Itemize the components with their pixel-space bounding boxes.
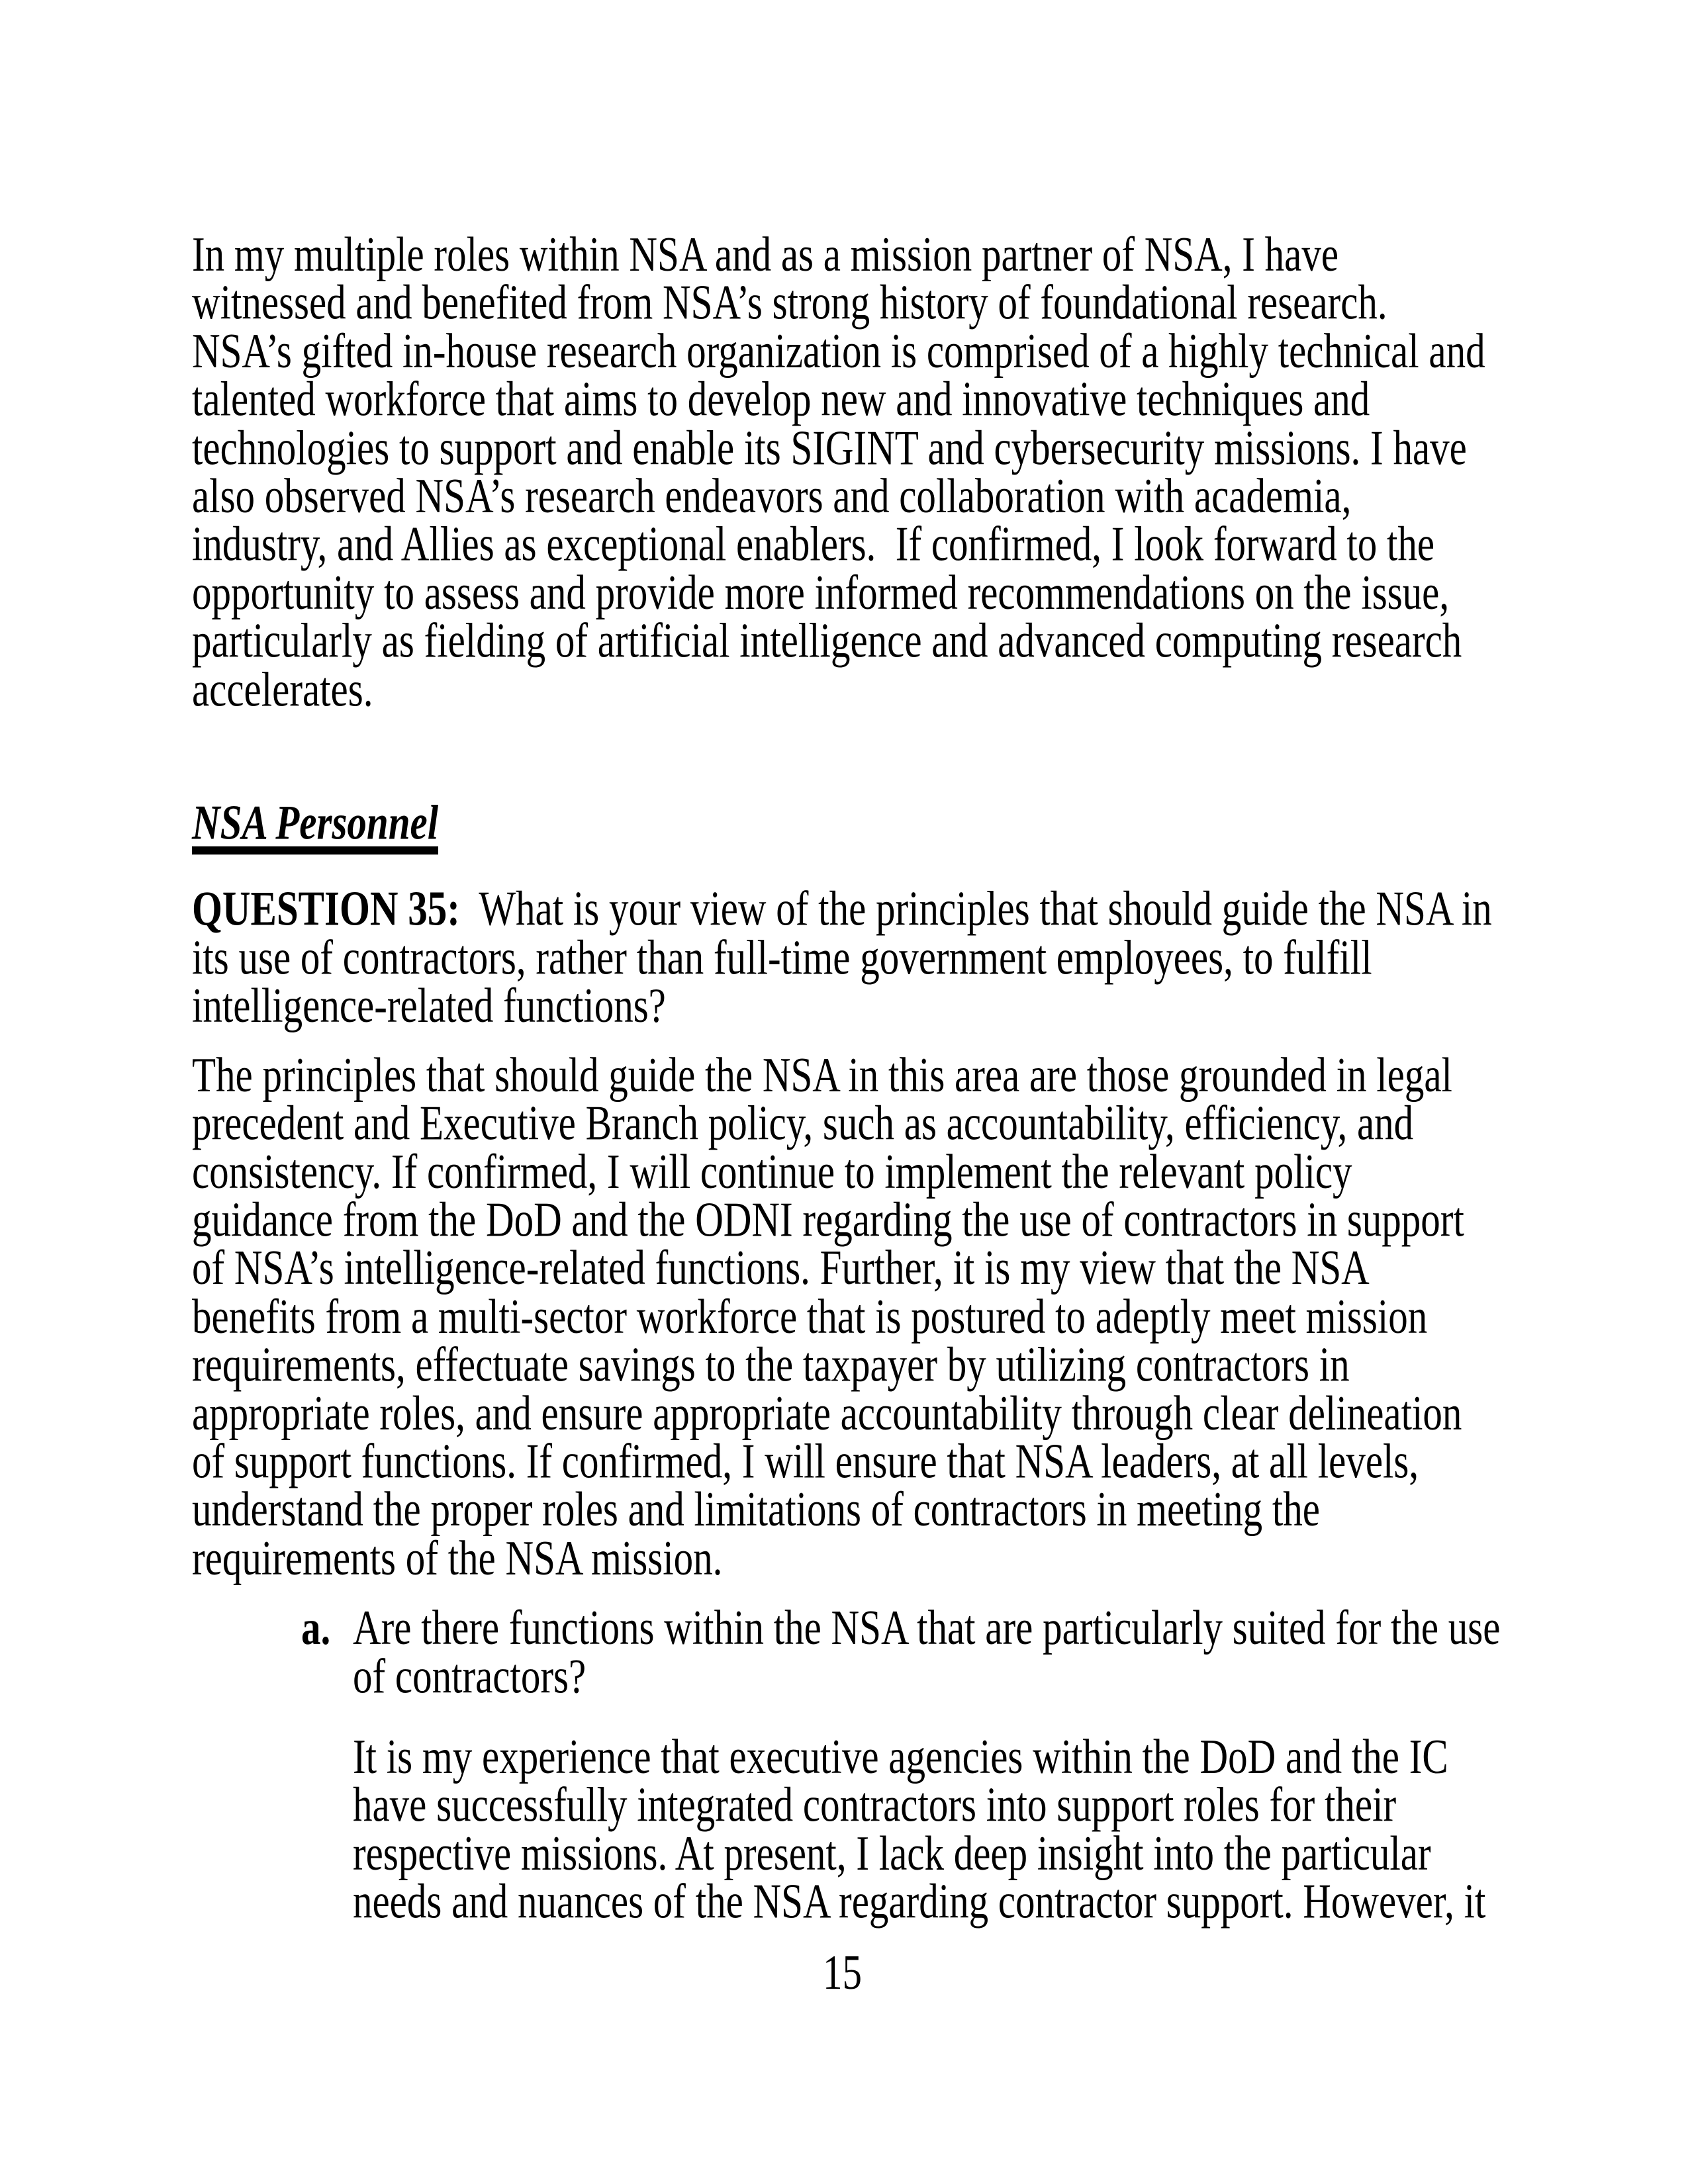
answer-line: The principles that should guide the NSA in this area are those grounded in legal: [192, 1047, 1452, 1102]
answer-line: benefits from a multi-sector workforce that is postured to adeptly meet mission: [192, 1289, 1428, 1343]
question-line: intelligence-related functions?: [192, 978, 666, 1033]
paragraph-line: technologies to support and enable its SIGINT and cybersecurity missions. I have: [192, 420, 1467, 475]
answer-line: of support functions. If confirmed, I will ensure that NSA leaders, at all levels,: [192, 1433, 1419, 1488]
paragraph-line: industry, and Allies as exceptional enablers. If confirmed, I look forward to the: [192, 516, 1435, 572]
sub-question-a: [301, 1600, 1501, 1704]
answer-paragraph: [192, 1047, 1493, 1585]
sub-question-line: Are there functions within the NSA that are particularly suited for the use: [353, 1600, 1501, 1655]
opening-paragraph: [192, 226, 1493, 717]
sub-question-a-marker: a.: [301, 1600, 331, 1655]
paragraph-line: particularly as fielding of artificial intelligence and advanced computing research: [192, 613, 1462, 668]
paragraph-line: opportunity to assess and provide more informed recommendations on the issue,: [192, 565, 1450, 620]
sub-answer-paragraph: [353, 1729, 1493, 1929]
paragraph-line: also observed NSA’s research endeavors and collaboration with academia,: [192, 468, 1352, 523]
answer-line: requirements, effectuate savings to the taxpayer by utilizing contractors in: [192, 1337, 1350, 1392]
sub-question-line: of contractors?: [353, 1648, 586, 1704]
sub-answer-line: have successfully integrated contractors into support roles for their: [353, 1777, 1397, 1832]
question-35-label: QUESTION 35:: [192, 881, 460, 936]
sub-answer-line: It is my experience that executive agencies within the DoD and the IC: [353, 1729, 1448, 1784]
question-line: [192, 881, 1493, 936]
paragraph-line: In my multiple roles within NSA and as a mission partner of NSA, I have: [192, 226, 1339, 281]
paragraph-line: accelerates.: [192, 661, 373, 717]
paragraph-line: NSA’s gifted in-house research organization is comprised of a highly technical and: [192, 323, 1485, 379]
question-35-paragraph: [192, 881, 1493, 1033]
paragraph-line: talented workforce that aims to develop new and innovative techniques and: [192, 371, 1370, 427]
question-text: What is your view of the principles that should guide the NSA in: [459, 881, 1492, 936]
answer-line: requirements of the NSA mission.: [192, 1530, 723, 1585]
section-heading-nsa-personnel: NSA Personnel: [192, 798, 438, 855]
sub-answer-line: needs and nuances of the NSA regarding contractor support. However, it: [353, 1874, 1486, 1929]
answer-line: precedent and Executive Branch policy, such as accountability, efficiency, and: [192, 1095, 1414, 1150]
answer-line: consistency. If confirmed, I will continue to implement the relevant policy: [192, 1144, 1352, 1199]
answer-line: appropriate roles, and ensure appropriate accountability through clear delineation: [192, 1385, 1462, 1440]
answer-line: of NSA’s intelligence-related functions. Further, it is my view that the NSA: [192, 1240, 1370, 1295]
sub-answer-line: respective missions. At present, I lack deep insight into the particular: [353, 1825, 1431, 1880]
answer-line: guidance from the DoD and the ODNI regarding the use of contractors in support: [192, 1192, 1464, 1247]
question-line: its use of contractors, rather than full-time government employees, to fulfill: [192, 929, 1372, 985]
page-number: 15: [823, 1944, 862, 1999]
answer-line: understand the proper roles and limitations of contractors in meeting the: [192, 1482, 1320, 1537]
paragraph-line: witnessed and benefited from NSA’s strong history of foundational research.: [192, 275, 1387, 330]
